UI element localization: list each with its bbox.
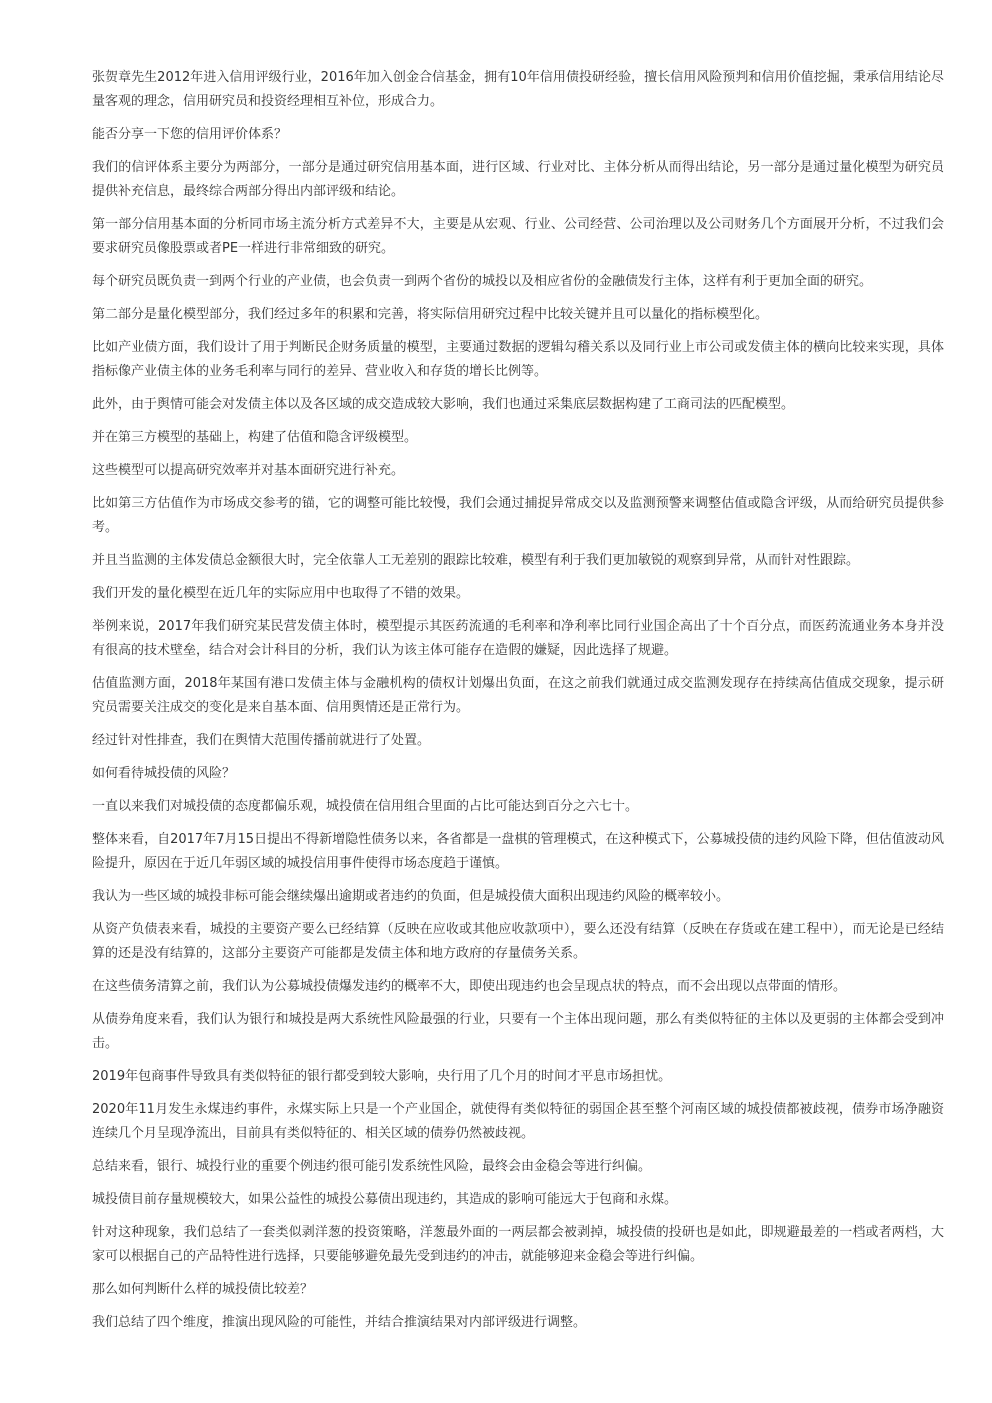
paragraph: 估值监测方面，2018年某国有港口发债主体与金融机构的债权计划爆出负面，在这之前我们就通过成交监测发现存在持续高估值成交现象，提示研究员需要关注成交的变化是来自基本面、信用舆情还是正常行为。	[92, 676, 944, 715]
paragraph: 并在第三方模型的基础上，构建了估值和隐含评级模型。	[92, 430, 418, 445]
paragraph: 比如第三方估值作为市场成交参考的锚，它的调整可能比较慢，我们会通过捕捉异常成交以及监测预警来调整估值或隐含评级，从而给研究员提供参考。	[92, 496, 944, 535]
question-heading: 能否分享一下您的信用评价体系？	[92, 127, 288, 142]
paragraph: 针对这种现象，我们总结了一套类似剥洋葱的投资策略，洋葱最外面的一两层都会被剥掉，城投债的投研也是如此，即规避最差的一档或者两档，大家可以根据自己的产品特性进行选择，只要能够避免最先受到违约的冲击，就能够迎来金稳会等进行纠偏。	[92, 1225, 944, 1264]
paragraph: 举例来说，2017年我们研究某民营发债主体时，模型提示其医药流通的毛利率和净利率比同行业国企高出了十个百分点，而医药流通业务本身并没有很高的技术壁垒，结合对会计科目的分析，我们认为该主体可能存在造假的嫌疑，因此选择了规避。	[92, 619, 944, 658]
question-heading: 如何看待城投债的风险？	[92, 766, 236, 781]
paragraph: 从债券角度来看，我们认为银行和城投是两大系统性风险最强的行业，只要有一个主体出现问题，那么有类似特征的主体以及更弱的主体都会受到冲击。	[92, 1012, 944, 1051]
paragraph-intro: 张贺章先生2012年进入信用评级行业，2016年加入创金合信基金，拥有10年信用债投研经验，擅长信用风险预判和信用价值挖掘，秉承信用结论尽量客观的理念，信用研究员和投资经理相互补位，形成合力。	[92, 70, 944, 109]
paragraph: 第一部分信用基本面的分析同市场主流分析方式差异不大，主要是从宏观、行业、公司经营、公司治理以及公司财务几个方面展开分析，不过我们会要求研究员像股票或者PE一样进行非常细致的研究。	[92, 217, 944, 256]
paragraph: 每个研究员既负责一到两个行业的产业债，也会负责一到两个省份的城投以及相应省份的金融债发行主体，这样有利于更加全面的研究。	[92, 274, 873, 289]
paragraph: 我认为一些区域的城投非标可能会继续爆出逾期或者违约的负面，但是城投债大面积出现违约风险的概率较小。	[92, 889, 730, 904]
paragraph: 这些模型可以提高研究效率并对基本面研究进行补充。	[92, 463, 405, 478]
paragraph: 城投债目前存量规模较大，如果公益性的城投公募债出现违约，其造成的影响可能远大于包商和永煤。	[92, 1192, 678, 1207]
paragraph: 比如产业债方面，我们设计了用于判断民企财务质量的模型，主要通过数据的逻辑勾稽关系以及同行业上市公司或发债主体的横向比较来实现，具体指标像产业债主体的业务毛利率与同行的差异、营业收入和存货的增长比例等。	[92, 340, 944, 379]
paragraph: 此外，由于舆情可能会对发债主体以及各区域的成交造成较大影响，我们也通过采集底层数据构建了工商司法的匹配模型。	[92, 397, 795, 412]
paragraph: 我们的信评体系主要分为两部分，一部分是通过研究信用基本面，进行区域、行业对比、主体分析从而得出结论，另一部分是通过量化模型为研究员提供补充信息，最终综合两部分得出内部评级和结论。	[92, 160, 944, 199]
question-heading: 那么如何判断什么样的城投债比较差？	[92, 1282, 314, 1297]
article-body	[92, 66, 944, 1344]
paragraph: 在这些债务清算之前，我们认为公募城投债爆发违约的概率不大，即使出现违约也会呈现点状的特点，而不会出现以点带面的情形。	[92, 979, 847, 994]
paragraph: 第二部分是量化模型部分，我们经过多年的积累和完善，将实际信用研究过程中比较关键并且可以量化的指标模型化。	[92, 307, 769, 322]
paragraph: 并且当监测的主体发债总金额很大时，完全依靠人工无差别的跟踪比较难，模型有利于我们更加敏锐的观察到异常，从而针对性跟踪。	[92, 553, 860, 568]
paragraph: 一直以来我们对城投债的态度都偏乐观，城投债在信用组合里面的占比可能达到百分之六七十。	[92, 799, 639, 814]
paragraph: 总结来看，银行、城投行业的重要个例违约很可能引发系统性风险，最终会由金稳会等进行纠偏。	[92, 1159, 652, 1174]
paragraph: 经过针对性排查，我们在舆情大范围传播前就进行了处置。	[92, 733, 431, 748]
paragraph: 整体来看，自2017年7月15日提出不得新增隐性债务以来，各省都是一盘棋的管理模式，在这种模式下，公募城投债的违约风险下降，但估值波动风险提升，原因在于近几年弱区域的城投信用事件使得市场态度趋于谨慎。	[92, 832, 944, 871]
paragraph: 2019年包商事件导致具有类似特征的银行都受到较大影响，央行用了几个月的时间才平息市场担忧。	[92, 1069, 672, 1084]
paragraph: 我们总结了四个维度，推演出现风险的可能性，并结合推演结果对内部评级进行调整。	[92, 1315, 587, 1330]
paragraph: 我们开发的量化模型在近几年的实际应用中也取得了不错的效果。	[92, 586, 470, 601]
paragraph: 从资产负债表来看，城投的主要资产要么已经结算（反映在应收或其他应收款项中），要么还没有结算（反映在存货或在建工程中），而无论是已经结算的还是没有结算的，这部分主要资产可能都是发债主体和地方政府的存量债务关系。	[92, 922, 944, 961]
paragraph: 2020年11月发生永煤违约事件，永煤实际上只是一个产业国企，就使得有类似特征的弱国企甚至整个河南区域的城投债都被歧视，债券市场净融资连续几个月呈现净流出，目前具有类似特征的、相关区域的债券仍然被歧视。	[92, 1102, 944, 1141]
